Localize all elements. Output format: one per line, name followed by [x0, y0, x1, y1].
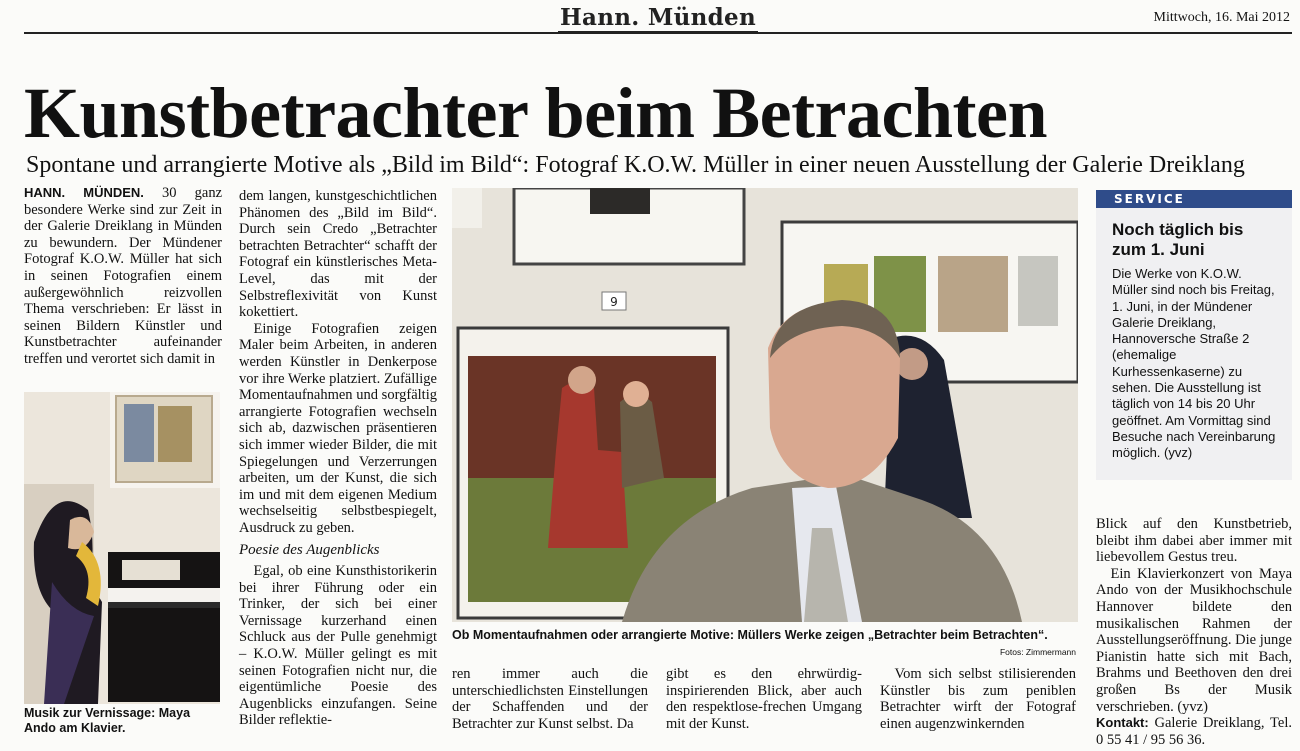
section-title: Hann. Münden	[559, 4, 757, 31]
body-text: gibt es den ehrwürdig-inspirierenden Blick, aber auch den respektlose-frechen Umgang mit der Kunst.	[666, 666, 862, 732]
body-text: Vom sich selbst stilisierenden Künstler bis zum peniblen Betrachter wirft der Fotograf einen augenzwinkernden	[880, 666, 1076, 732]
body-text: Egal, ob eine Kunsthistorikerin bei ihrer Führung oder ein Trinker, der sich bei einer Vernissage kurzerhand einen Schluck aus der Pulle genehmigt – K.O.W. Müller gelingt es mit seinen Fotografien nicht nur, die eigentümliche Poesie des Augenblicks einzufangen. Seine Bilder reflektie-	[239, 563, 437, 729]
issue-date: Mittwoch, 16. Mai 2012	[1153, 10, 1290, 25]
photo-pianist-caption: Musik zur Vernissage: Maya Ando am Klavier.	[24, 706, 191, 735]
body-text: ren immer auch die unterschiedlichsten Einstellungen der Schaffenden und der Betrachter zur Kunst selbst. Da	[452, 666, 648, 732]
article-column-2	[239, 188, 437, 729]
body-text: 30 ganz besondere Werke sind zur Zeit in der Galerie Dreiklang in Münden zu bewundern. Der Mündener Fotograf K.O.W. Müller hat sich in seinen Fotografien einem außergewöhnlich reizvollen Thema verschrieben: Er lässt in seinen Bildern Künstler und Kunstbetrachter aufeinander treffen und verortet sich damit in	[24, 185, 223, 367]
masthead	[24, 4, 1292, 34]
photo-pianist	[24, 392, 220, 704]
article-column-5	[880, 666, 1076, 732]
body-text: Blick auf den Kunstbetrieb, bleibt ihm dabei aber immer mit liebevollem Gestus treu.	[1096, 516, 1292, 566]
body-text: Einige Fotografien zeigen Maler beim Arbeiten, in anderen werden Künstler in Denkerpose vor ihre Werke platziert. Zufällige Momentaufnahmen und sorgfältig arrangierte Fotografien wechseln sich ab, dazwischen präsentieren sich immer wieder Bilder, die mit Spiegelungen und Verzerrungen arbeiten, um der Kunst, die sich im und mit dem eigenen Medium wechselseitig selbstbespiegelt, Ausdruck zu geben.	[239, 320, 437, 536]
frame-number: 9	[610, 295, 618, 309]
body-text: dem langen, kunstgeschichtlichen Phänomen des „Bild im Bild“. Durch sein Credo „Betrachter betrachten Betrachter“ schafft der Fotograf ein künstlerisches Meta-Level, das mit der Selbstreflexivität von Kunst kokettiert.	[239, 188, 437, 321]
intertitle: Poesie des Augenblicks	[239, 542, 380, 559]
article-column-1	[24, 185, 222, 368]
contact-label: Kontakt:	[1096, 715, 1149, 731]
dateline: HANN. MÜNDEN.	[24, 185, 144, 200]
article-column-3	[452, 666, 648, 732]
photo-main	[452, 188, 1078, 622]
body-text: Ein Klavierkonzert von Maya Ando von der Musikhochschule Hannover bildete den musikalischen Rahmen der Ausstellungseröffnung. Die junge Pianistin hatte sich mit Bach, Brahms und Beethoven den drei großen Bs der Musik verschrieben. (yvz)	[1096, 565, 1292, 715]
headline: Kunstbetrachter beim Betrachten	[24, 73, 1047, 153]
service-text: Die Werke von K.O.W. Müller sind noch bis Freitag, 1. Juni, in der Mündener Galerie Dreiklang, Hannoversche Straße 2 (ehemalige Kurhessenkaserne) zu sehen. Die Ausstellung ist täglich von 14 bis 20 Uhr geöffnet. Am Vormittag sind Besuche nach Vereinbarung möglich. (yvz)	[1112, 266, 1276, 461]
service-box	[1096, 190, 1292, 480]
service-title: Noch täglich bis zum 1. Juni	[1112, 220, 1244, 259]
contact-text: Galerie Dreiklang, Tel. 0 55 41 / 95 56 36.	[1096, 715, 1292, 748]
service-label: SERVICE	[1096, 190, 1292, 208]
article-column-4	[666, 666, 862, 732]
photo-main-caption: Ob Momentaufnahmen oder arrangierte Motive: Müllers Werke zeigen „Betrachter beim Betrachten“.	[452, 628, 1048, 642]
subheadline: Spontane und arrangierte Motive als „Bild im Bild“: Fotograf K.O.W. Müller in einer neuen Ausstellung der Galerie Dreiklang	[26, 152, 1245, 178]
article-column-6	[1096, 516, 1292, 748]
photo-credit: Fotos: Zimmermann	[999, 647, 1076, 657]
